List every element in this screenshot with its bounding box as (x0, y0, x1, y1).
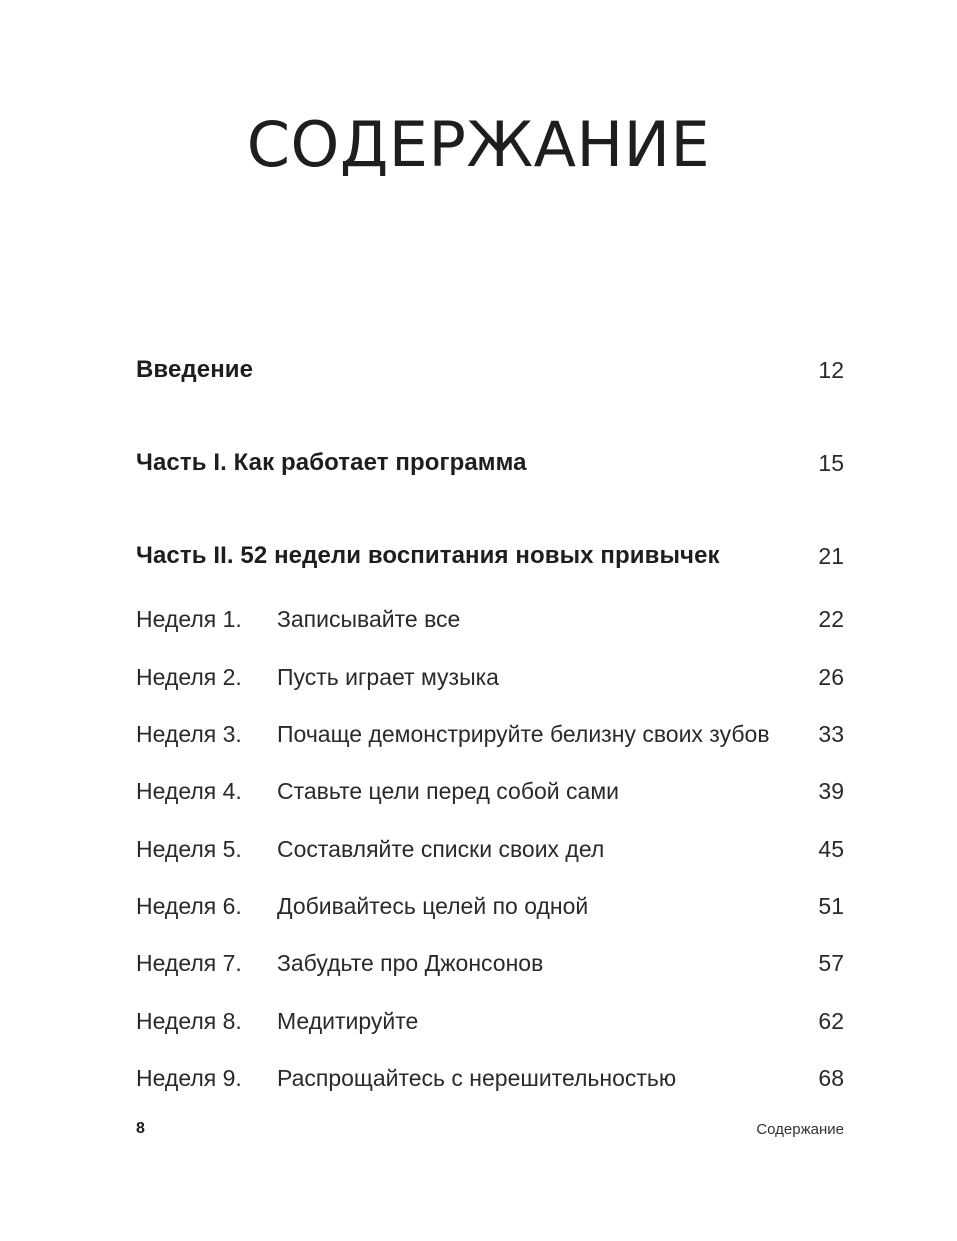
toc-week-title: Медитируйте (277, 1008, 419, 1034)
toc-week-label: Неделя 2. (136, 664, 242, 690)
toc-page-number: 57 (818, 950, 844, 976)
toc-week-title: Распрощайтесь с нерешительностью (277, 1065, 677, 1091)
toc-section-label: Часть II. 52 недели воспитания новых привычек (136, 542, 720, 569)
toc-section-part-2[interactable] (136, 538, 844, 574)
toc-week-entry[interactable] (136, 1003, 844, 1039)
toc-week-entry[interactable] (136, 659, 844, 695)
toc-section-part-1[interactable] (136, 445, 844, 481)
toc-page-number: 26 (818, 664, 844, 690)
toc-week-entry[interactable] (136, 945, 844, 981)
toc-week-label: Неделя 5. (136, 836, 242, 862)
footer-page-number: 8 (136, 1120, 145, 1137)
toc-week-label: Неделя 4. (136, 778, 242, 804)
footer-section-name: Содержание (756, 1121, 844, 1138)
toc-page-number: 68 (818, 1065, 844, 1091)
toc-week-label: Неделя 3. (136, 721, 242, 747)
toc-page-number: 22 (818, 606, 844, 632)
toc-page-number: 51 (818, 893, 844, 919)
toc-page-number: 33 (818, 721, 844, 747)
toc-week-entry[interactable] (136, 773, 844, 809)
toc-week-title: Почаще демонстрируйте белизну своих зубов (277, 721, 770, 747)
toc-week-title: Пусть играет музыка (277, 664, 499, 690)
toc-week-label: Неделя 8. (136, 1008, 242, 1034)
toc-week-entry[interactable] (136, 1060, 844, 1096)
toc-week-label: Неделя 9. (136, 1065, 242, 1091)
toc-week-title: Записывайте все (277, 606, 461, 632)
toc-section-label: Часть I. Как работает программа (136, 449, 527, 476)
toc-page-number: 21 (818, 543, 844, 569)
toc-week-title: Забудьте про Джонсонов (277, 950, 544, 976)
toc-page-number: 62 (818, 1008, 844, 1034)
toc-week-entry[interactable] (136, 601, 844, 637)
toc-page-number: 12 (818, 357, 844, 383)
toc-section-introduction[interactable] (136, 352, 844, 388)
toc-page-number: 45 (818, 836, 844, 862)
toc-page-number: 15 (818, 450, 844, 476)
toc-week-entry[interactable] (136, 716, 844, 752)
toc-week-title: Ставьте цели перед собой сами (277, 778, 619, 804)
toc-week-entry[interactable] (136, 831, 844, 867)
page-title: СОДЕРЖАНИЕ (246, 108, 711, 181)
toc-week-label: Неделя 6. (136, 893, 242, 919)
toc-week-label: Неделя 1. (136, 606, 242, 632)
toc-week-title: Добивайтесь целей по одной (277, 893, 589, 919)
toc-week-label: Неделя 7. (136, 950, 242, 976)
toc-page-number: 39 (818, 778, 844, 804)
toc-week-entry[interactable] (136, 888, 844, 924)
toc-week-title: Составляйте списки своих дел (277, 836, 605, 862)
toc-section-label: Введение (136, 356, 254, 383)
